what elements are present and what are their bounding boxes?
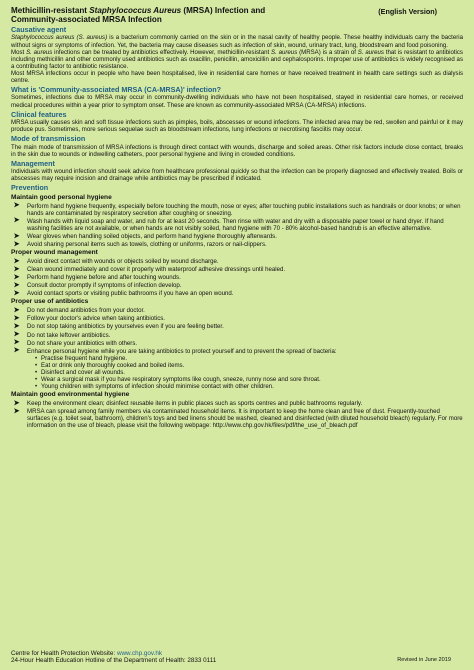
list-item-text: Perform hand hygiene frequently, especially before touching the mouth, nose or eyes; after touching public installations such as handrails or door knobs; or when hands are contaminated by respiratory secretion after coughing or sneezing. (27, 202, 461, 217)
hotline-line (11, 657, 463, 665)
hygiene-sub-list (27, 355, 463, 390)
list-item (11, 266, 463, 273)
text-span: Most (11, 48, 27, 56)
list-item (11, 290, 463, 297)
arrow-right-circle-icon: ➤ (13, 232, 20, 240)
sub-list-item: • Young children with symptoms of infection should minimise contact with other children. (35, 383, 463, 390)
organism-name: S. aureus (271, 48, 298, 56)
list-item-text: Perform hand hygiene before and after touching wounds. (27, 274, 181, 282)
management-heading: Management (11, 158, 55, 168)
list-item (11, 218, 463, 232)
personal-hygiene-heading: Maintain good personal hygiene (11, 193, 112, 201)
title-line-2: Community-associated MRSA Infection (11, 15, 162, 24)
arrow-right-circle-icon: ➤ (13, 273, 20, 281)
list-item-text: Do not take leftover antibiotics. (27, 331, 111, 339)
list-item (11, 408, 463, 429)
arrow-right-circle-icon: ➤ (13, 202, 20, 210)
environment-heading: Maintain good environmental hygiene (11, 391, 130, 399)
website-label: Centre for Health Protection Website: (11, 649, 117, 657)
environment-list (11, 400, 463, 429)
list-item-text: Consult doctor promptly if symptoms of infection develop. (27, 282, 182, 290)
arrow-right-circle-icon: ➤ (13, 331, 20, 339)
list-item (11, 274, 463, 281)
bleach-guide-link[interactable]: http://www.chp.gov.hk/files/pdf/the_use_of_bleach.pdf (212, 422, 358, 430)
list-item (11, 258, 463, 265)
causative-para-2 (11, 49, 463, 70)
text-span: that is resistant to antibiotics including methicillin and other commonly used antibiotics such as oxacillin, penicillin, amoxicillin and cephalosporins. Improper use of antibiotics is widely recognised as a contributing factor to antibiotic resistance. (11, 48, 463, 70)
arrow-right-circle-icon: ➤ (13, 314, 20, 322)
arrow-right-circle-icon: ➤ (13, 217, 20, 225)
arrow-right-circle-icon: ➤ (13, 281, 20, 289)
list-item-text: Do not stop taking antibiotics by yourselves even if you are feeling better. (27, 323, 224, 331)
arrow-right-circle-icon: ➤ (13, 265, 20, 273)
list-item (11, 233, 463, 240)
management-text: Individuals with wound infection should seek advice from healthcare professional quickly so that the infection can be properly diagnosed and effectively treated. Boils or abscesses may require incision and drainage while antibiotics may be prescribed if indicated. (11, 168, 463, 183)
wound-management-list (11, 258, 463, 297)
wound-management-heading: Proper wound management (11, 249, 98, 257)
arrow-right-circle-icon: ➤ (13, 240, 20, 248)
list-item-text: Wear gloves when handling soiled objects, and perform hand hygiene thoroughly afterwards. (27, 233, 277, 241)
list-item (11, 323, 463, 330)
arrow-right-circle-icon: ➤ (13, 347, 20, 355)
list-item (11, 282, 463, 289)
organism-name: S. aureus (357, 48, 384, 56)
list-item-text: Clean wound immediately and cover it properly with waterproof adhesive dressings until healed. (27, 266, 286, 274)
list-item-text: MRSA can spread among family members via contaminated household items. It is important to keep the home clean and free of dust. Frequently-touched surfaces (e.g. toilet seat, bathroom), children's toys and bed linens should be washed, cleaned and disinfected (with diluted household bleach) regularly. For more information on the use of bleach, please visit the following webpage: (27, 408, 463, 430)
organism-name: S. aureus (26, 48, 53, 56)
list-item-text: Do not share your antibiotics with others. (27, 339, 138, 347)
hotline-number: 2833 0111 (187, 657, 217, 665)
personal-hygiene-list (11, 203, 463, 249)
list-item (11, 340, 463, 347)
list-item-text: Follow your doctor's advice when taking antibiotics. (27, 315, 166, 323)
list-item-text: Avoid contact sports or visiting public bathrooms if you have an open wound. (27, 290, 234, 298)
causative-para-1 (11, 34, 463, 48)
sub-list-item: • Wear a surgical mask if you have respiratory symptoms like cough, sneeze, runny nose and sore throat. (35, 376, 463, 383)
list-item (11, 332, 463, 339)
sub-list-item: • Disinfect and cover all wounds. (35, 369, 463, 376)
list-item-text: Keep the environment clean; disinfect reusable items in public places such as sports centres and public bathrooms regularly. (27, 400, 363, 408)
list-item (11, 348, 463, 391)
footer (11, 650, 463, 665)
transmission-text: The main mode of transmission of MRSA infections is through direct contact with wounds, discharge and soiled areas. Other risk factors include close contact, breaks in the skin due to wounds or indwelling catheters, poor personal hygiene and living in crowded conditions. (11, 143, 463, 158)
text-span: infections can be treated by antibiotics effectively. However, methicillin-resistant (52, 48, 272, 56)
list-item (11, 203, 463, 217)
causative-heading: Causative agent (11, 25, 67, 34)
arrow-right-circle-icon: ➤ (13, 399, 20, 407)
arrow-right-circle-icon: ➤ (13, 289, 20, 297)
antibiotics-list (11, 307, 463, 390)
website-link[interactable]: www.chp.gov.hk (116, 649, 162, 657)
list-item-text: Do not demand antibiotics from your doctor. (27, 307, 145, 315)
hotline-label: 24-Hour Health Education Hotline of the Department of Health: (11, 657, 188, 665)
arrow-right-circle-icon: ➤ (13, 257, 20, 265)
title-italic: Staphylococcus Aureus (89, 6, 182, 15)
text-span: (MRSA) is a strain of (297, 48, 358, 56)
list-item (11, 307, 463, 314)
page-title (11, 6, 341, 24)
list-item-text: Avoid direct contact with wounds or objects soiled by wound discharge. (27, 258, 219, 265)
list-item-text: Avoid sharing personal items such as towels, clothing or uniforms, razors or nail-clippers. (27, 241, 267, 249)
list-item-text: Wash hands with liquid soap and water, and rub for at least 20 seconds. Then rinse with water and dry with a disposable paper towel or hand dryer. If hand washing facilities are not available, or when hands are not visibly soiled, hand hygiene with 70 - 80% alcohol-based handrub is an effective alternative. (27, 217, 444, 232)
title-part: (MRSA) Infection and (181, 6, 266, 15)
camrsa-text: Sometimes, infections due to MRSA may occur in community-dwelling individuals who have not been hospitalised, stayed in residential care homes, or received medical procedures within a year prior to symptom onset. These are known as community-associated MRSA (CA-MRSA) infections. (11, 94, 463, 109)
text-span: is a bacterium commonly carried on the skin or in the nasal cavity of healthy people. These healthy individuals carry the bacteria without signs or symptoms of infection. Yet, the bacteria may cause diseases such as infection of skin, wound, urinary tract, lung, bloodstream and food poisoning. (11, 34, 463, 49)
arrow-right-circle-icon: ➤ (13, 407, 20, 415)
language-label: (English Version) (378, 7, 437, 16)
list-item (11, 315, 463, 322)
clinical-heading: Clinical features (11, 109, 67, 119)
causative-para-3: Most MRSA infections occur in people who have been hospitalised, live in residential care homes or have received treatment in health care settings such as dialysis centre. (11, 69, 463, 84)
header (11, 6, 463, 24)
antibiotics-heading: Proper use of antibiotics (11, 298, 89, 306)
arrow-right-circle-icon: ➤ (13, 339, 20, 347)
arrow-right-circle-icon: ➤ (13, 306, 20, 314)
prevention-heading: Prevention (11, 183, 49, 193)
list-item (11, 241, 463, 248)
sub-list-item: • Eat or drink only thoroughly cooked and boiled items. (35, 362, 463, 369)
list-item (11, 400, 463, 407)
camrsa-heading: What is 'Community-associated MRSA (CA-MRSA)' infection? (11, 85, 221, 95)
transmission-heading: Mode of transmission (11, 134, 86, 144)
arrow-right-circle-icon: ➤ (13, 322, 20, 330)
website-line (11, 650, 463, 658)
organism-name: Staphylococcus aureus (S. aureus) (11, 34, 108, 42)
clinical-text: MRSA usually causes skin and soft tissue infections such as pimples, boils, abscesses or wound infections. The infected area may be red, swollen and painful or it may produce pus. Sometimes, more serious sequelae such as bloodstream infections, lung infections or necrotising fasciitis may occur. (11, 119, 463, 134)
sub-list-item: • Practise frequent hand hygiene. (35, 355, 463, 362)
title-part: Methicillin-resistant (11, 6, 90, 15)
revision-date: Revised in June 2019 (397, 657, 451, 664)
list-item-text: Enhance personal hygiene while you are taking antibiotics to protect yourself and to prevent the spread of bacteria: (27, 347, 337, 355)
